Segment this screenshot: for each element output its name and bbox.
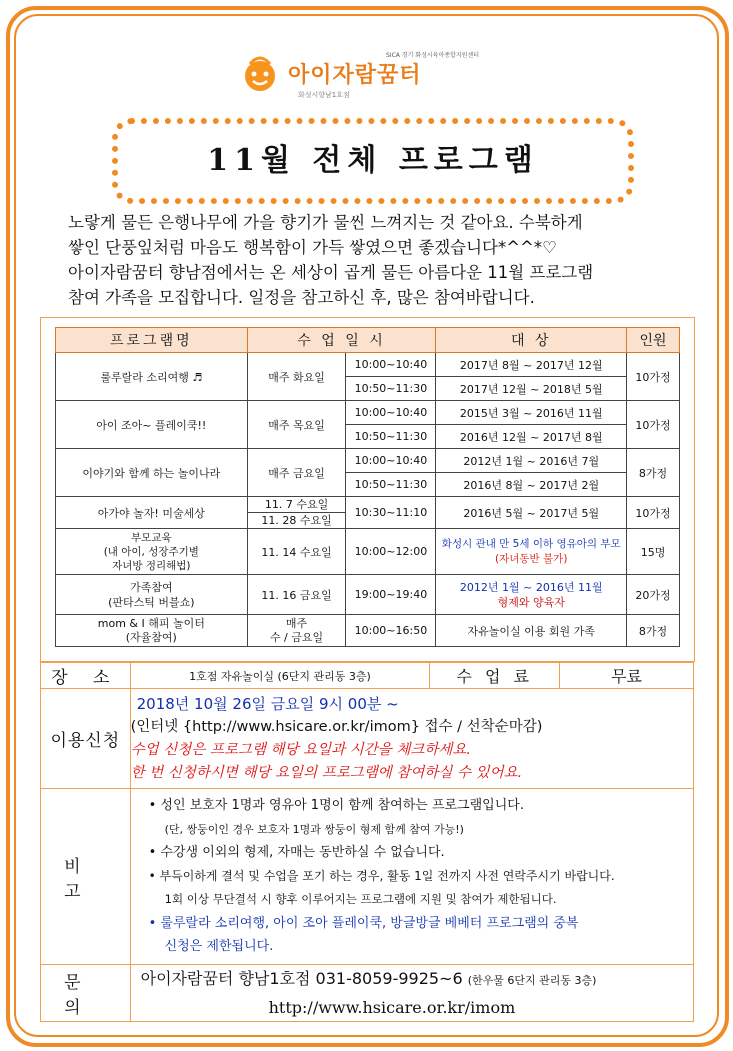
program-name: 룰루랄라 소리여행 ♬: [56, 353, 248, 401]
program-name-line: mom & I 해피 놀이터: [97, 616, 205, 630]
program-day: 11. 14 수요일: [247, 529, 346, 575]
intro-text: [68, 210, 688, 310]
apply-note: 수업 신청은 프로그램 해당 요일과 시간을 체크하세요.: [130, 741, 472, 758]
place-value: 1호점 자유놀이실 (6단지 관리동 3층): [130, 663, 430, 689]
program-time: 10:00~10:40: [346, 449, 436, 473]
program-target: 2012년 1월 ~ 2016년 7월: [436, 449, 627, 473]
program-name-line: (판타스틱 버블쇼): [108, 595, 195, 609]
contact-phone: 아이자람꿈터 향남1호점 031-8059-9925~6: [140, 969, 463, 988]
program-name: 아이 조아~ 플레이쿡!!: [56, 401, 248, 449]
program-day: [247, 615, 346, 647]
place-label: 장 소: [41, 663, 131, 689]
remark-line: (단, 쌍둥이인 경우 보호자 1명과 쌍둥이 형제 함께 참여 가능!): [164, 822, 464, 836]
program-name: 아가야 놀자! 미술세상: [56, 497, 248, 529]
contact-address: (한우물 6단지 관리동 3층): [467, 974, 597, 987]
contact-label: 문 의: [41, 965, 131, 1022]
program-target: 2015년 3월 ~ 2016년 11월: [436, 401, 627, 425]
program-time: 10:00~10:40: [346, 401, 436, 425]
child-face-icon: [240, 54, 280, 94]
apply-label: 이용신청: [41, 689, 131, 789]
remarks-content: [130, 789, 693, 965]
program-name-line: 부모교육: [131, 531, 172, 544]
intro-line: 노랗게 물든 은행나무에 가을 향기가 물씬 느껴지는 것 같아요. 수북하게: [68, 213, 583, 232]
program-count: 20가정: [627, 575, 680, 615]
program-time: 19:00~19:40: [346, 575, 436, 615]
header-target: 대 상: [436, 328, 627, 353]
program-target-line: 화성시 관내 만 5세 이하 영유아의 부모: [441, 537, 621, 550]
program-target: 2016년 12월 ~ 2017년 8월: [436, 425, 627, 449]
fee-label: 수 업 료: [430, 663, 560, 689]
program-target-line: (자녀동반 불가): [495, 552, 568, 565]
program-name-line: (자율참여): [125, 630, 177, 644]
header-program: 프로그램명: [56, 328, 248, 353]
contact-content: [130, 965, 693, 1022]
program-count: 10가정: [627, 353, 680, 401]
program-count: 8가정: [627, 615, 680, 647]
header-count: 인원: [627, 328, 680, 353]
program-target: [436, 529, 627, 575]
program-name: 이야기와 함께 하는 놀이나라: [56, 449, 248, 497]
apply-note: 한 번 신청하시면 해당 요일의 프로그램에 참여하실 수 있어요.: [130, 764, 523, 781]
program-name-line: 가족참여: [130, 580, 173, 594]
program-time: 10:00~12:00: [346, 529, 436, 575]
apply-date: 2018년 10월 26일 금요일 9시 00분 ~: [136, 694, 399, 713]
page-title: 11월 전체 프로그램: [207, 143, 539, 178]
remark-line: • 룰루랄라 소리여행, 아이 조아 플레이쿡, 방글방글 베베터 프로그램의 중복: [148, 915, 579, 931]
remark-line: 신청은 제한됩니다.: [164, 939, 274, 955]
intro-line: 쌓인 단풍잎처럼 마음도 행복함이 가득 쌓였으면 좋겠습니다*^^*♡: [68, 238, 557, 257]
program-count: 10가정: [627, 497, 680, 529]
program-count: 8가정: [627, 449, 680, 497]
info-table: [40, 662, 694, 1022]
program-target: 2017년 12월 ~ 2018년 5월: [436, 377, 627, 401]
program-name-line: (내 아이, 성장주기별: [103, 545, 199, 558]
apply-method: (인터넷 {http://www.hsicare.or.kr/imom} 접수 / 선착순마감): [130, 718, 543, 735]
remark-line: • 성인 보호자 1명과 영유아 1명이 함께 참여하는 프로그램입니다.: [148, 798, 524, 814]
program-target: 2016년 5월 ~ 2017년 5월: [436, 497, 627, 529]
logo-tagline: SICA 경기 화성시육아종합지원센터: [386, 52, 480, 59]
fee-value: 무료: [560, 663, 694, 689]
program-time: 10:50~11:30: [346, 377, 436, 401]
remarks-label: 비 고: [41, 789, 131, 965]
program-target: 2016년 8월 ~ 2017년 2월: [436, 473, 627, 497]
title-box: [112, 118, 634, 204]
logo: [238, 48, 538, 98]
program-time: 10:50~11:30: [346, 473, 436, 497]
program-day: 11. 16 금요일: [247, 575, 346, 615]
program-name: [56, 575, 248, 615]
program-name-line: 자녀방 정리해법): [112, 559, 191, 572]
program-target-line: 2012년 1월 ~ 2016년 11월: [459, 580, 603, 594]
program-day: 11. 7 수요일: [248, 497, 346, 513]
contact-url[interactable]: http://www.hsicare.or.kr/imom: [268, 998, 516, 1017]
program-time: 10:00~16:50: [346, 615, 436, 647]
program-time: 10:30~11:10: [346, 497, 436, 529]
remark-line: 1회 이상 무단결석 시 향후 이루어지는 프로그램에 지원 및 참여가 제한됩니다.: [164, 892, 557, 907]
program-target: 자유놀이실 이용 회원 가족: [436, 615, 627, 647]
program-name: [56, 615, 248, 647]
apply-content: [130, 689, 693, 789]
program-day: 매주 금요일: [247, 449, 346, 497]
program-count: 10가정: [627, 401, 680, 449]
schedule-table: [55, 327, 680, 647]
program-time: 10:00~10:40: [346, 353, 436, 377]
remark-line: • 부득이하게 결석 및 수업을 포기 하는 경우, 활동 1일 전까지 사전 연락주시기 바랍니다.: [148, 868, 615, 883]
program-target-line: 형제와 양육자: [497, 595, 565, 609]
program-target: [436, 575, 627, 615]
program-day-line: 수 / 금요일: [269, 630, 324, 644]
intro-line: 참여 가족을 모집합니다. 일정을 참고하신 후, 많은 참여바랍니다.: [68, 288, 535, 307]
program-day: 11. 28 수요일: [261, 514, 332, 527]
program-name: [56, 529, 248, 575]
header-time: 수 업 일 시: [247, 328, 436, 353]
program-time: 10:50~11:30: [346, 425, 436, 449]
program-day-line: 매주: [285, 616, 308, 630]
program-count: 15명: [627, 529, 680, 575]
program-day: 매주 화요일: [247, 353, 346, 401]
program-day: 매주 목요일: [247, 401, 346, 449]
intro-line: 아이자람꿈터 향남점에서는 온 세상이 곱게 물든 아름다운 11월 프로그램: [68, 263, 594, 282]
remark-line: • 수강생 이외의 형제, 자매는 동반하실 수 없습니다.: [148, 845, 445, 861]
logo-brand: 아이자람꿈터: [288, 63, 422, 88]
program-target: 2017년 8월 ~ 2017년 12월: [436, 353, 627, 377]
logo-branch: 화성시향남1호점: [298, 91, 350, 99]
